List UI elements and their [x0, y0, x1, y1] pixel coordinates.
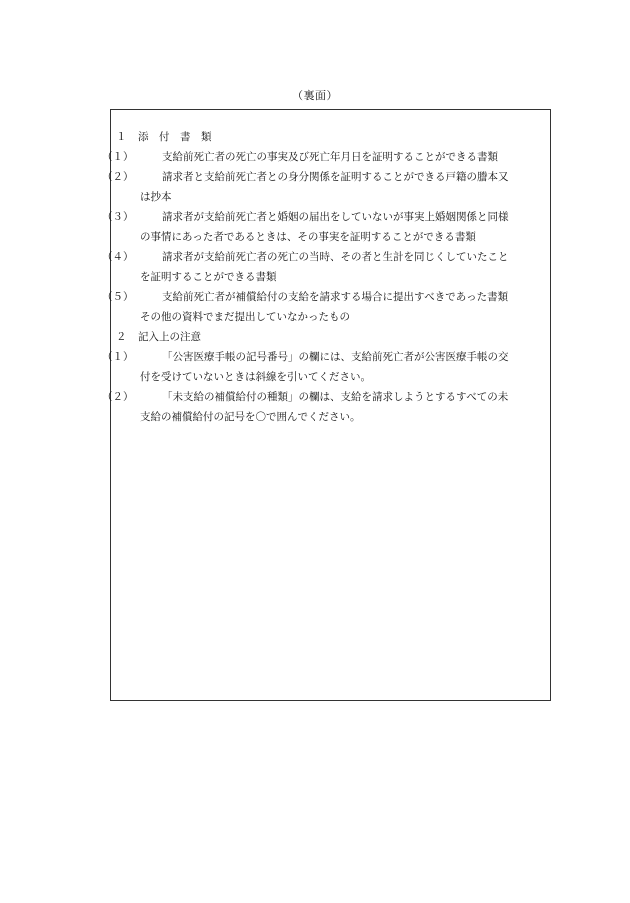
- item-text-line: 請求者が支給前死亡者の死亡の当時、その者と生計を同じくしていたこと: [162, 251, 509, 263]
- section-heading-notes: [116, 327, 550, 347]
- list-item: [102, 287, 550, 327]
- item-number: （３）: [102, 211, 134, 223]
- list-item: [102, 207, 550, 247]
- item-text-line: 支給前死亡者が補償給付の支給を請求する場合に提出すべきであった書類: [162, 291, 509, 303]
- item-number: （２）: [102, 391, 134, 403]
- item-text-line: 請求者と支給前死亡者との身分関係を証明することができる戸籍の謄本又: [162, 171, 509, 183]
- item-text-line: 「公害医療手帳の記号番号」の欄には、支給前死亡者が公害医療手帳の交: [162, 351, 509, 363]
- section-heading-attachments: [116, 127, 550, 147]
- item-number: （５）: [102, 291, 134, 303]
- section-title: 記入上の注意: [138, 331, 201, 343]
- document-content: [102, 127, 550, 427]
- item-text-line: 請求者が支給前死亡者と婚姻の届出をしていないが事実上婚姻関係と同様: [162, 211, 509, 223]
- item-number: （４）: [102, 251, 134, 263]
- section-title: 添 付 書 類: [138, 131, 212, 143]
- list-item: [102, 147, 550, 167]
- item-text-line: の事情にあった者であるときは、その事実を証明することができる書類: [140, 231, 476, 243]
- item-text-line: 「未支給の補償給付の種類」の欄は、支給を請求しようとするすべての未: [162, 391, 509, 403]
- item-text-line: は抄本: [140, 191, 172, 203]
- page-heading: （裏面）: [292, 89, 338, 102]
- item-text-line: 支給の補償給付の記号を〇で囲んでください。: [140, 411, 361, 423]
- item-text-line: 支給前死亡者の死亡の事実及び死亡年月日を証明することができる書類: [162, 151, 498, 163]
- section-number: ２: [116, 331, 127, 343]
- list-item: [102, 167, 550, 207]
- item-number: （１）: [102, 151, 134, 163]
- item-text-line: を証明することができる書類: [140, 271, 277, 283]
- item-text-line: 付を受けていないときは斜線を引いてください。: [140, 371, 371, 383]
- list-item: [102, 387, 550, 427]
- item-text-line: その他の資料でまだ提出していなかったもの: [140, 311, 350, 323]
- item-number: （２）: [102, 171, 134, 183]
- list-item: [102, 347, 550, 387]
- item-number: （１）: [102, 351, 134, 363]
- section-number: １: [116, 131, 127, 143]
- list-item: [102, 247, 550, 287]
